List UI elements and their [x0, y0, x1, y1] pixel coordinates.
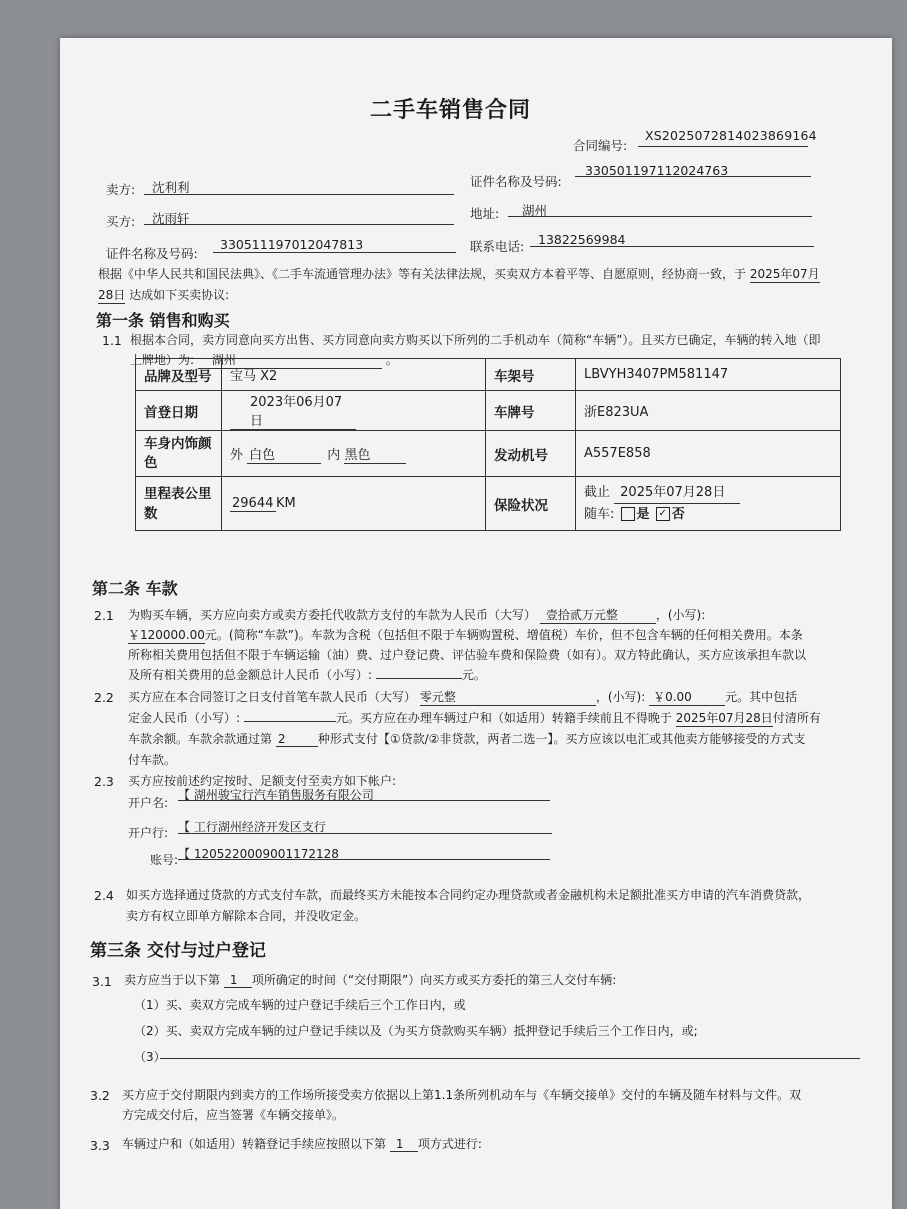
buyer-phone-label: 联系电话:	[470, 239, 525, 254]
insurance-expiry: 2025年07月28日	[614, 482, 740, 504]
clause-1-1-number: 1.1	[102, 333, 122, 348]
clause-3-2-line2: 方完成交付后，应当签署《车辆交接单》。	[122, 1108, 345, 1122]
total-amount-blank	[376, 678, 462, 679]
preamble-date-b: 28日	[98, 288, 126, 302]
bank-name: 工行湖州经济开发区支行	[193, 820, 326, 834]
price-in-figures: ￥120000.00	[128, 628, 205, 642]
vehicle-info-table	[135, 358, 841, 531]
clause-2-4-number: 2.4	[94, 888, 114, 903]
mileage-cell: 29644 KM	[222, 477, 486, 531]
seller-name: 沈利利	[152, 180, 190, 195]
first-payment-words: 零元整	[420, 688, 596, 706]
account-name-underline	[178, 800, 550, 801]
account-name-field: 【 湖州骏宝行汽车销售服务有限公司	[178, 788, 374, 802]
clause-1-1-line2: 上牌地）为: 湖州 。	[130, 353, 398, 367]
clause-2-2-line2: 定金人民币（小写）: 元。买方应在办理车辆过户和（如适用）转籍手续前且不得晚于 2025年07月28日付清所有	[128, 711, 821, 725]
deposit-blank	[244, 721, 336, 722]
buyer-addr-label: 地址:	[470, 206, 500, 221]
clause-2-1-line2: ￥120000.00元。(简称“车款”)。车款为含税（包括但不限于车辆购置税、增值税）车价，但不包含车辆的任何相关费用。本条	[128, 628, 803, 642]
clause-2-3-number: 2.3	[94, 774, 114, 789]
preamble-line2: 28日 达成如下买卖协议:	[98, 288, 230, 302]
article-2-title: 第二条 车款	[92, 579, 178, 598]
clause-2-2-line3: 车款余额。车款余款通过第 2 种形式支付【①贷款/②非贷款，两者二选一】。买方应该以电汇或其他卖方能够接受的方式支	[128, 732, 806, 746]
clause-2-1-line1: 为购买车辆，买方应向卖方或卖方委托代收款方支付的车款为人民币（大写） 壹拾贰万元整 ，(小写):	[128, 608, 706, 622]
buyer-name: 沈雨轩	[152, 211, 190, 226]
article-3-title: 第三条 交付与过户登记	[90, 941, 266, 961]
bank-underline	[178, 833, 552, 834]
preamble-date-a: 2025年07月	[749, 267, 820, 281]
buyer-addr-underline	[508, 216, 812, 217]
delivery-option-choice: 1	[224, 973, 252, 988]
price-in-words: 壹拾贰万元整	[540, 606, 656, 624]
clause-2-1-number: 2.1	[94, 608, 114, 623]
buyer-label: 买方:	[106, 214, 136, 229]
engine-value: A557E858	[576, 431, 841, 477]
clause-2-2-line1: 买方应在本合同签订之日支付首笔车款人民币（大写） 零元整 ，(小写): ￥0.00 元。其中包括	[128, 690, 798, 704]
buyer-underline	[144, 224, 454, 225]
vehicle-row-mileage	[136, 477, 841, 531]
account-no-underline	[178, 859, 550, 860]
clause-3-3-line1: 车辆过户和（如适用）转籍登记手续应按照以下第 1 项方式进行:	[122, 1137, 482, 1151]
clause-2-4-line2: 卖方有权立即单方解除本合同，并没收定金。	[126, 909, 367, 923]
bank-field: 【 工行湖州经济开发区支行	[178, 820, 326, 834]
clause-2-3-line1: 买方应按前述约定按时、足额支付至卖方如下帐户:	[128, 774, 397, 788]
preamble-line1: 根据《中华人民共和国民法典》、《二手车流通管理办法》等有关法律法规，买卖双方本着平等、自愿原则，经协商一致，于 2025年07月	[98, 267, 820, 281]
account-name: 湖州骏宝行汽车销售服务有限公司	[193, 788, 374, 802]
contract-no-underline	[638, 146, 808, 147]
clause-3-1-line1: 卖方应当于以下第 1 项所确定的时间（“交付期限”）向买方或买方委托的第三人交付车辆:	[124, 973, 617, 987]
contract-page	[60, 38, 892, 1209]
clause-2-1-line3: 所称相关费用包括但不限于车辆运输（油）费、过户登记费、评估验车费和保险费（如有）。双方特此确认，买方应该承担车款以	[128, 648, 807, 662]
buyer-phone-value: 13822569984	[538, 232, 626, 247]
clause-1-1-line1: 根据本合同，卖方同意向买方出售、买方同意向卖方购买以下所列的二手机动车（简称“车辆”）。且买方已确定，车辆的转入地（即	[130, 333, 821, 347]
seller-underline	[144, 194, 454, 195]
contract-no-label: 合同编号:	[573, 138, 628, 153]
account-no-field: 【 1205220009001172128	[178, 847, 339, 861]
contract-no-value: XS2025072814023869164	[645, 128, 817, 143]
buyer-addr-value: 湖州	[522, 203, 548, 218]
insurance-no-checkbox: ✓	[656, 507, 670, 521]
plate-label: 车牌号	[486, 391, 576, 431]
color-label: 车身内饰颜色	[136, 431, 222, 477]
payment-form-choice: 2	[276, 732, 318, 747]
interior-color: 黑色	[344, 444, 406, 464]
first-payment-figures: ￥0.00	[649, 688, 725, 706]
delivery-option-2: （2）买、卖双方完成车辆的过户登记手续以及（为买方贷款购买车辆）抵押登记手续后三个工作日内，或;	[134, 1024, 698, 1038]
insurance-label: 保险状况	[486, 477, 576, 531]
seller-id-value: 330501197112024763	[585, 163, 729, 178]
reg-date-label: 首登日期	[136, 391, 222, 431]
account-number: 1205220009001172128	[193, 847, 339, 861]
clause-2-4-line1: 如买方选择通过贷款的方式支付车款，而最终买方未能按本合同约定办理贷款或者金融机构未足额批准买方申请的汽车消费贷款，	[126, 888, 811, 902]
buyer-id-underline	[213, 252, 456, 253]
brand-value: 宝马 X2	[222, 359, 486, 391]
account-no-label: 账号:	[150, 853, 179, 867]
bank-label: 开户行:	[128, 826, 169, 840]
reg-date-cell	[222, 391, 486, 431]
transfer-option-choice: 1	[390, 1137, 418, 1152]
vehicle-row-reg	[136, 391, 841, 431]
seller-id-underline	[575, 176, 811, 177]
vehicle-row-brand	[136, 359, 841, 391]
insurance-cell: 截止 2025年07月28日 随车: 是 ✓ 否	[576, 477, 841, 531]
account-name-label: 开户名:	[128, 796, 169, 810]
buyer-id-value: 330511197012047813	[220, 237, 364, 252]
vin-value: LBVYH3407PM581147	[576, 359, 841, 391]
exterior-color: 白色	[247, 444, 321, 464]
clause-2-1-line4: 及所有相关费用的总金额总计人民币（小写）: 元。	[128, 668, 486, 682]
delivery-option-1: （1）买、卖双方完成车辆的过户登记手续后三个工作日内，或	[134, 998, 466, 1012]
plate-value: 浙E823UA	[576, 391, 841, 431]
insurance-yes-checkbox	[621, 507, 635, 521]
seller-id-label: 证件名称及号码:	[470, 174, 562, 189]
clause-2-2-number: 2.2	[94, 690, 114, 705]
mileage-label: 里程表公里数	[136, 477, 222, 531]
buyer-id-label: 证件名称及号码:	[106, 246, 198, 261]
delivery-option-3: （3）	[134, 1050, 166, 1064]
reg-date-value: 2023年06月07日	[230, 391, 356, 430]
transfer-place: 湖州	[198, 351, 382, 369]
balance-deadline: 2025年07月28日	[675, 711, 773, 725]
clause-3-2-line1: 买方应于交付期限内到卖方的工作场所接受卖方依据以上第1.1条所列机动车与《车辆交接单》交付的车辆及随车材料与文件。双	[122, 1088, 802, 1102]
brand-label: 品牌及型号	[136, 359, 222, 391]
color-cell: 外 白色 内 黑色	[222, 431, 486, 477]
vin-label: 车架号	[486, 359, 576, 391]
clause-3-3-number: 3.3	[90, 1138, 110, 1153]
article-1-title: 第一条 销售和购买	[96, 311, 230, 330]
mileage-value: 29644	[230, 496, 276, 512]
clause-3-1-number: 3.1	[92, 974, 112, 989]
buyer-phone-underline	[530, 246, 814, 247]
vehicle-row-color	[136, 431, 841, 477]
contract-title: 二手车销售合同	[370, 98, 532, 123]
delivery-option-3-underline	[160, 1058, 860, 1059]
clause-3-2-number: 3.2	[90, 1088, 110, 1103]
clause-2-2-line4: 付车款。	[128, 753, 177, 767]
engine-label: 发动机号	[486, 431, 576, 477]
seller-label: 卖方:	[106, 182, 136, 197]
